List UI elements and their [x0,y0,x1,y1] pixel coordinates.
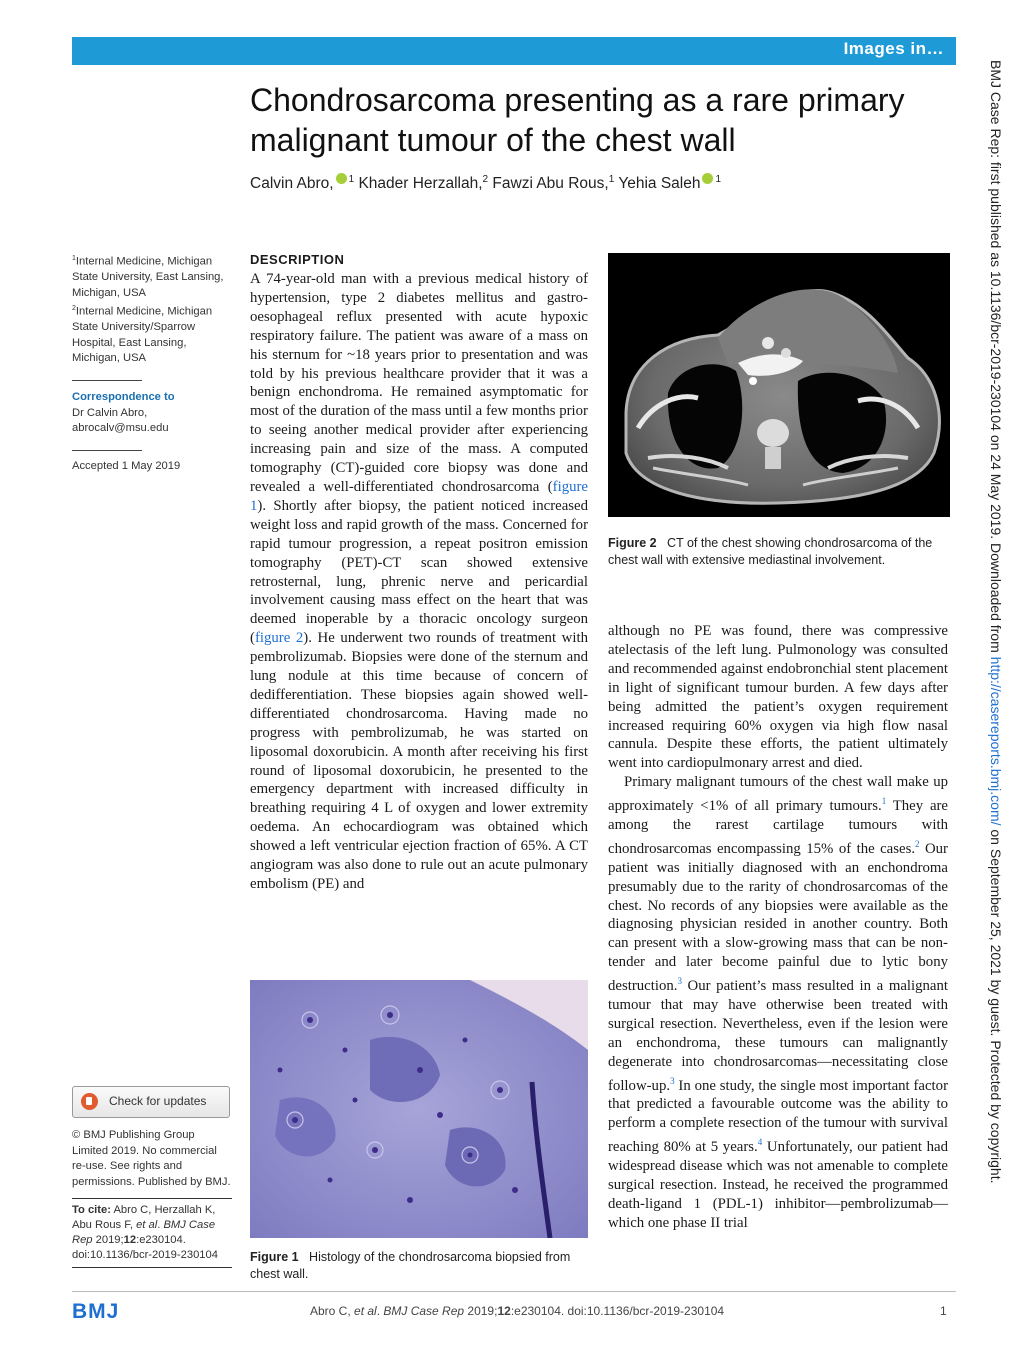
correspondence-heading: Correspondence to [72,391,175,403]
check-for-updates-button[interactable] [72,1086,230,1118]
figure-1-caption: Figure 1 Histology of the chondrosarcoma biopsied from chest wall. [250,1250,571,1281]
side-banner-link[interactable]: http://casereports.bmj.com/ [988,656,1004,826]
sidebar-divider [72,450,142,451]
reference-link[interactable]: 2 [915,838,920,849]
author-affiliation: 1 [715,173,722,185]
to-cite-box: To cite: Abro C, Herzallah K, Abu Rous F, et al. BMJ Case Rep 2019;12:e230104. doi:10.1136/bcr-2019-230104 [72,1198,232,1268]
section-header-bar [72,37,956,65]
sidebar-divider [72,380,142,381]
figure-2-link[interactable]: figure 2 [254,630,304,647]
reference-link[interactable]: 3 [670,1075,675,1086]
section-label: Images in… [843,39,944,58]
orcid-icon[interactable] [336,173,347,184]
bookmark-icon [81,1093,98,1110]
paragraph: although no PE was found, there was compressive atelectasis of the left lung. Pulmonology was consulted and recommended against endobronchial stent placement in light of significant tumour burden. A few days after being admitted the patient’s oxygen requirement increased requiring 60% oxygen via high flow nasal cannula. Despite these efforts, the patient ultimately went into cardiopulmonary arrest and died. [608,623,948,772]
affiliations [72,251,232,367]
author-name[interactable]: Yehia Saleh [618,175,701,192]
side-banner-text: BMJ Case Rep: first published as 10.1136/bcr-2019-230104 on 24 May 2019. Downloaded from [988,60,1004,657]
author-affiliation: 1 [608,173,615,185]
paragraph: A 74-year-old man with a previous medical history of hypertension, type 2 diabetes mellitus and gastro-oesophageal reflux presented with acute hypoxic respiratory failure. The patient was aware of a mass on his sternum for ~18 years prior to presentation and was told by his previous healthcare provider that it was a benign enchondroma. He remained asymptomatic for most of the duration of the mass until a few months prior to seeing another medical provider after experiencing increasing pain and size of the mass. A computed tomography (CT)-guided core biopsy was done and revealed a well-differentiated chondrosarcoma (figure 1). Shortly after biopsy, the patient noticed increased weight loss and rapid growth of the mass. Concerned for rapid tumour progression, a repeat positron emission tomography (PET)-CT scan showed extensive retrosternal, lung, phrenic nerve and pericardial involvement causing mass effect on the heart that was deemed inoperable by a thoracic oncology surgeon (figure 2). He underwent two rounds of treatment with pembrolizumab. Biopsies were done of the sternum and lung nodule at this time because of concern of dedifferentiation. These biopsies again showed well-differentiated chondrosarcoma. Having made no progress with pembrolizumab, he was started on liposomal doxorubicin. A month after receiving his first round of liposomal doxorubicin, he presented to the emergency department with increased difficulty in breathing requiring 4 L of oxygen and lower extremity oedema. An echocardiogram was obtained which showed a left ventricular ejection fraction of 65%. A CT angiogram was also done to rule out an acute pulmonary embolism (PE) and [250,271,588,892]
to-cite-label: To cite: [72,1204,111,1216]
copyright-notice: © BMJ Publishing Group Limited 2019. No commercial re-use. See rights and permissions. Published by BMJ. [72,1129,231,1188]
histology-illustration [250,980,588,1238]
correspondence [72,390,232,437]
page-number: 1 [940,1304,947,1318]
figure-1-label: Figure 1 [250,1250,299,1264]
section-heading: DESCRIPTION [250,252,345,267]
side-banner-text-end: on September 25, 2021 by guest. Protected by copyright. [988,825,1004,1184]
reference-link[interactable]: 4 [757,1137,763,1148]
footer-divider [72,1291,956,1292]
reference-link[interactable]: 3 [677,976,682,987]
author-affiliation: 2 [482,173,489,185]
title-line-1: Chondrosarcoma presenting as a rare primary [250,82,905,118]
figure-1-histology-image [250,980,588,1238]
article-title [250,80,910,160]
orcid-icon[interactable] [702,173,713,184]
body-column-2 [608,622,948,1233]
reference-link[interactable]: 1 [881,796,887,807]
title-line-2: malignant tumour of the chest wall [250,122,736,158]
author-name[interactable]: Calvin Abro, [250,175,334,192]
correspondence-name: Dr Calvin Abro, [72,406,148,419]
footer-citation: Abro C, et al. BMJ Case Rep 2019;12:e230104. doi:10.1136/bcr-2019-230104 [310,1304,725,1318]
affiliation-item: $^2$Internal Medicine, Michigan State University/Sparrow Hospital, East Lansing, Michigan, USA [72,305,213,365]
bmj-logo: BMJ [72,1300,120,1323]
figure-2-caption: Figure 2 CT of the chest showing chondrosarcoma of the chest wall with extensive mediastinal involvement. [608,536,933,567]
copyright-side-banner [988,60,1004,1184]
author-affiliation: 1 [348,173,355,185]
figure-1-link[interactable]: figure 1 [250,478,588,514]
correspondence-email[interactable]: abrocalv@msu.edu [72,422,169,434]
body-column-1 [250,270,588,894]
author-name[interactable]: Khader Herzallah, [358,175,483,192]
paragraph: Primary malignant tumours of the chest wall make up approximately <1% of all primary tumours.$^1$ They are among the rarest cartilage tumours with chondrosarcomas encompassing 15% of the cases.$^2$ Our patient was initially diagnosed with an enchondroma presumably due to the rarity of chondrosarcomas of the chest. No records of any biopsies were available as the diagnosing physician resided in another country. Both can present with a slow-growing mass that can be non-tender and later become painful due to lytic bony destruction.$^3$ Our patient’s mass resulted in a malignant tumour that may have otherwise been treated with surgical resection. Nevertheless, even if the lesion were an enchondroma, these tumours can malignantly degenerate into chondrosarcomas—necessitating close follow-up.$^3$ In one study, the single most important factor that predicted a favourable outcome was the ability to perform a complete resection of the tumour with survival reaching 80% at 5 years.$^4$ Unfortunately, our patient had widespread disease which was not amenable to complete surgical resection. Instead, he received the programmed death-ligand 1 (PDL-1) inhibitor—pembrolizumab—which one phase II trial [608,774,949,1231]
figure-2-ct-image [608,253,950,517]
figure-2-label: Figure 2 [608,536,657,550]
author-list [250,173,950,193]
affiliation-item: $^1$Internal Medicine, Michigan State University, East Lansing, Michigan, USA [72,255,224,299]
accepted-date: Accepted 1 May 2019 [72,460,181,472]
check-for-updates-label: Check for updates [109,1094,207,1108]
author-name[interactable]: Fawzi Abu Rous, [492,175,609,192]
ct-scan-illustration [608,253,950,517]
